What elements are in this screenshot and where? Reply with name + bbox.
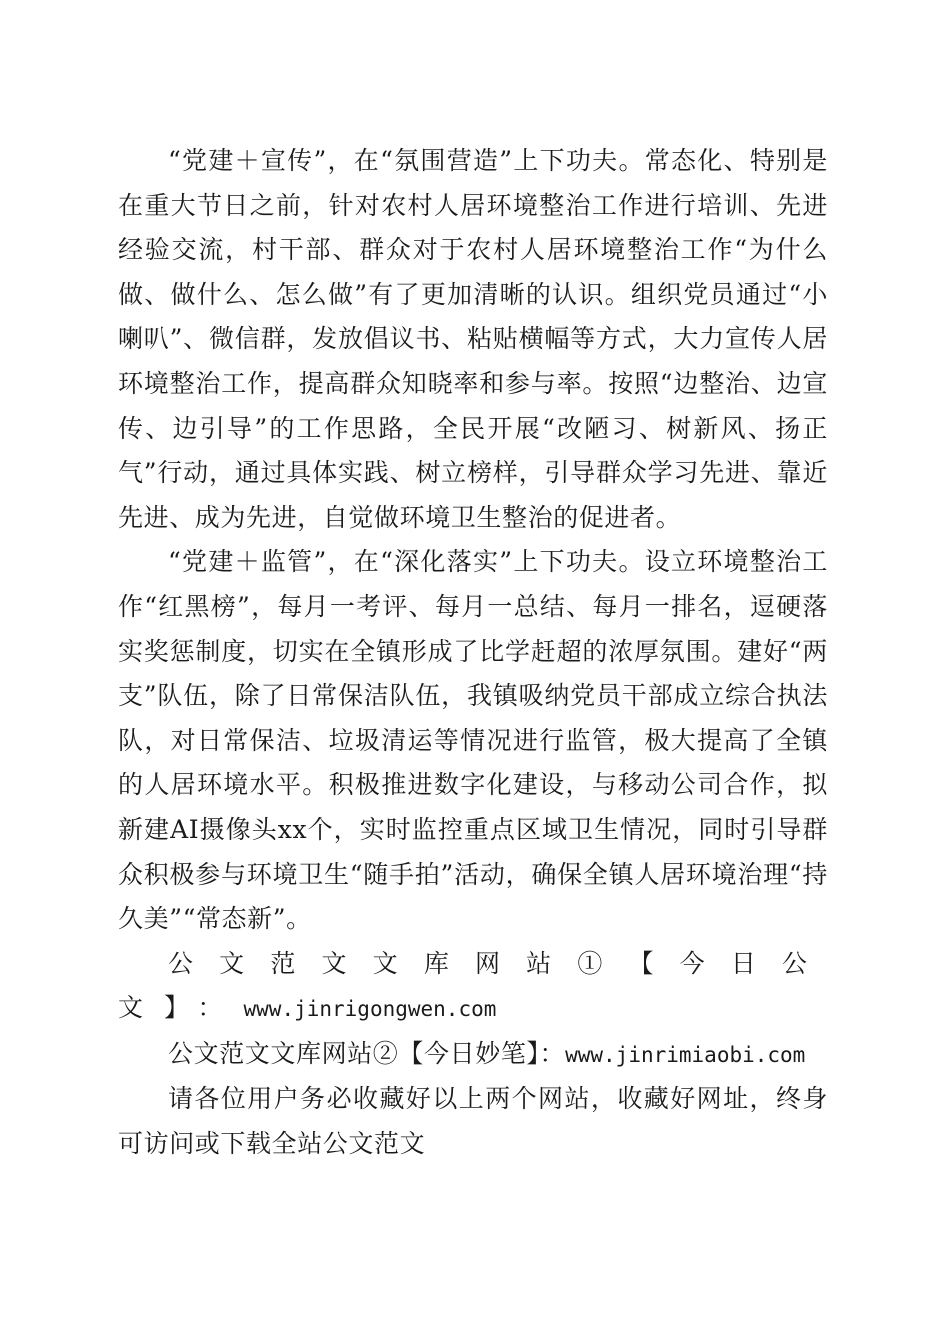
footer-notice: 请各位用户务必收藏好以上两个网站，收藏好网址，终身可访问或下载全站公文范文 [118, 1084, 828, 1159]
body-paragraph-1: “党建＋宣传”，在“氛围营造”上下功夫。常态化、特别是在重大节日之前，针对农村人居环境整治工作进行培训、先进经验交流，村干部、群众对于农村人居环境整治工作“为什么做、做什么、怎么做”有了更加清晰的认识。组织党员通过“小喇叭”、微信群，发放倡议书、粘贴横幅等方式，大力宣传人居环境整治工作，提高群众知晓率和参与率。按照“边整治、边宣传、边引导”的工作思路，全民开展“改陋习、树新风、扬正气”行动，通过具体实践、树立榜样，引导群众学习先进、靠近先进、成为先进，自觉做环境卫生整治的促进者。 [118, 146, 828, 532]
footer-site-1 [118, 942, 828, 1032]
footer-site-2-label: 公文范文文库网站②【今日妙笔】： [168, 1038, 566, 1068]
footer-site-2 [118, 1032, 828, 1078]
footer-site-1-label: 公文范文文库网站①【今日公文】： [118, 948, 828, 1023]
document-page [118, 139, 828, 1167]
footer-site-1-url[interactable]: www.jinrigongwen.com [243, 997, 497, 1022]
footer-site-2-url[interactable]: www.jinrimiaobi.com [565, 1042, 806, 1067]
body-paragraph-2: “党建＋监管”，在“深化落实”上下功夫。设立环境整治工作“红黑榜”，每月一考评、每月一总结、每月一排名，逗硬落实奖惩制度，切实在全镇形成了比学赶超的浓厚氛围。建好“两支”队伍，除了日常保洁队伍，我镇吸纳党员干部成立综合执法队，对日常保洁、垃圾清运等情况进行监管，极大提高了全镇的人居环境水平。积极推进数字化建设，与移动公司合作，拟新建AI摄像头xx个，实时监控重点区域卫生情况，同时引导群众积极参与环境卫生“随手拍”活动，确保全镇人居环境治理“持久美”“常态新”。 [118, 547, 828, 934]
